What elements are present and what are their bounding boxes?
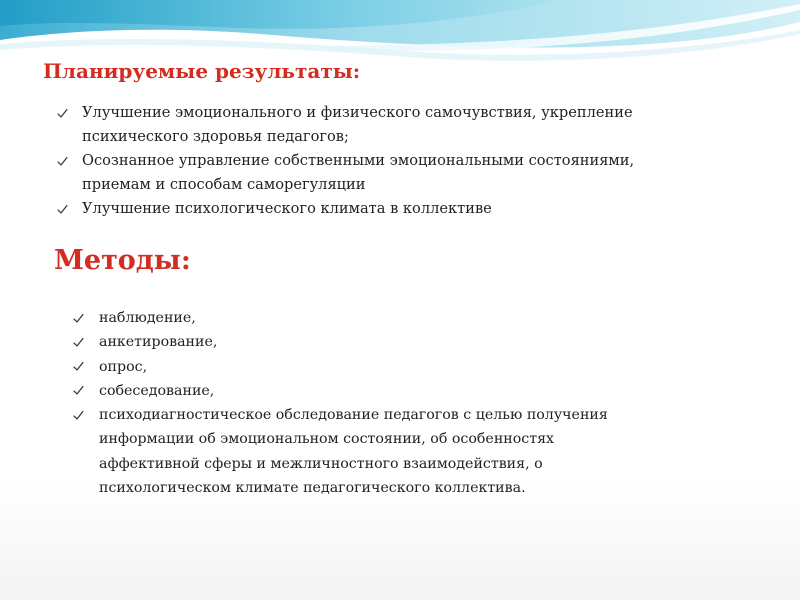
list-item bbox=[56, 197, 756, 221]
list-item bbox=[72, 355, 732, 379]
list-item bbox=[72, 330, 732, 354]
list-item bbox=[56, 149, 756, 197]
results-list bbox=[56, 101, 756, 221]
list-item-text: психодиагностическое обследование педагогов с целью получения bbox=[99, 407, 608, 424]
list-item-text: собеседование, bbox=[99, 382, 215, 399]
list-item-text: аффективной сферы и межличностного взаимодействия, о bbox=[99, 455, 543, 472]
methods-list bbox=[72, 306, 732, 500]
list-item bbox=[72, 403, 732, 500]
list-item bbox=[56, 101, 756, 149]
check-icon bbox=[72, 355, 84, 379]
list-item-text: анкетирование, bbox=[99, 334, 218, 351]
list-item-text: психического здоровья педагогов; bbox=[82, 128, 349, 145]
list-item-text: Осознанное управление собственными эмоциональными состояниями, bbox=[82, 152, 635, 169]
check-icon bbox=[56, 197, 68, 221]
check-icon bbox=[72, 403, 84, 427]
list-item-text: опрос, bbox=[99, 358, 148, 375]
list-item-text: информации об эмоциональном состоянии, об особенностях bbox=[99, 431, 555, 448]
check-icon bbox=[72, 306, 84, 330]
check-icon bbox=[56, 101, 68, 125]
methods-heading: Методы: bbox=[54, 245, 191, 276]
list-item-text: психологическом климате педагогического коллектива. bbox=[99, 480, 526, 497]
results-heading: Планируемые результаты: bbox=[43, 59, 361, 83]
list-item-text: наблюдение, bbox=[99, 310, 196, 326]
list-item-text: Улучшение эмоционального и физического самочувствия, укрепление bbox=[82, 104, 633, 121]
list-item-text: приемам и способам саморегуляции bbox=[82, 176, 366, 193]
check-icon bbox=[72, 379, 84, 403]
list-item-text: Улучшение психологического климата в коллективе bbox=[82, 200, 492, 217]
list-item bbox=[72, 306, 732, 330]
check-icon bbox=[72, 330, 84, 354]
list-item bbox=[72, 379, 732, 403]
check-icon bbox=[56, 149, 68, 173]
